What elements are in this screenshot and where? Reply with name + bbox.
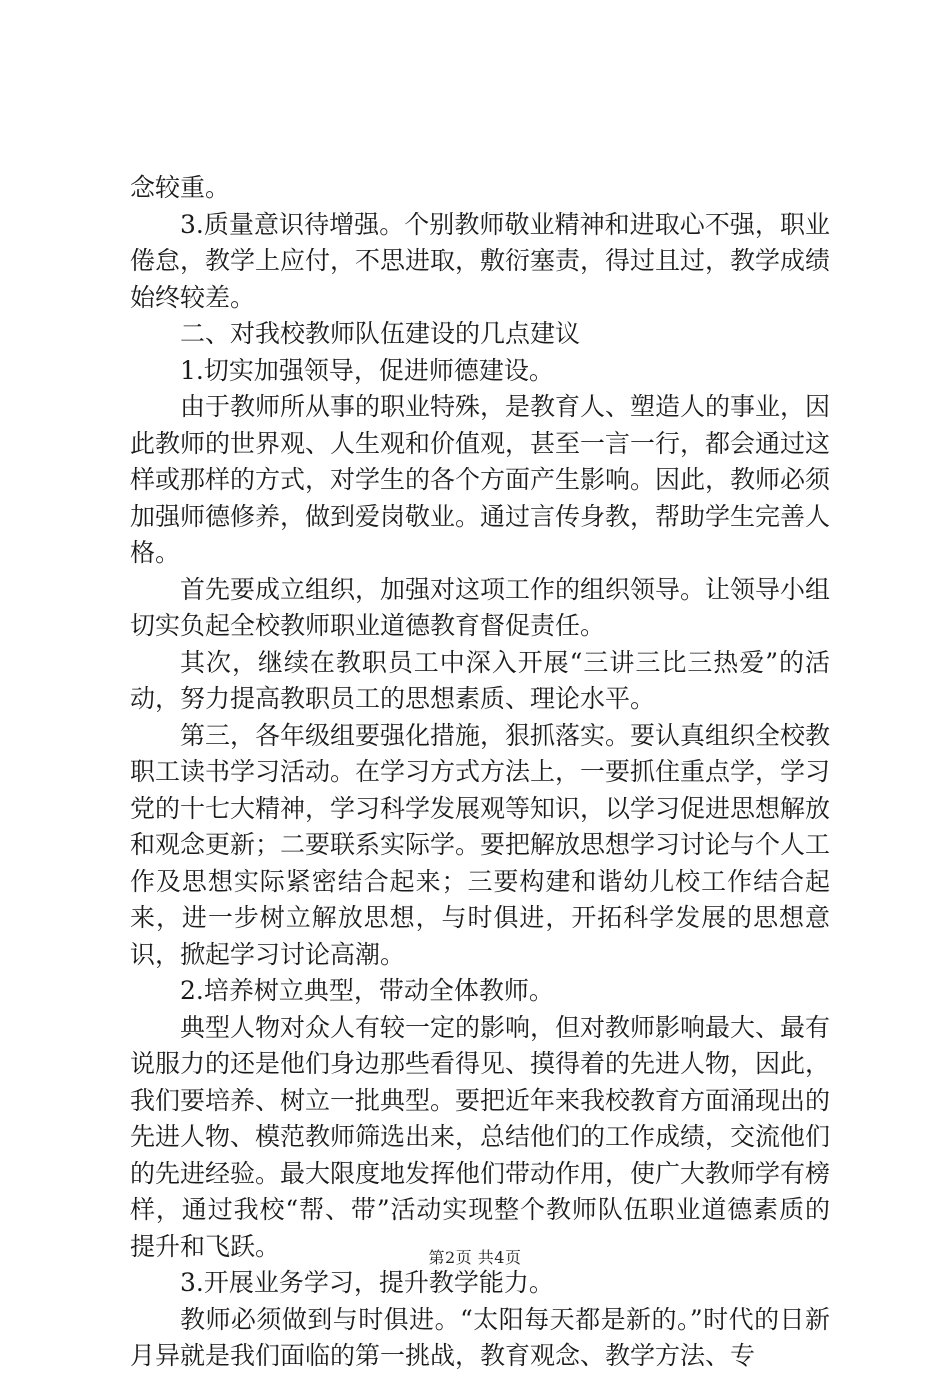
section-heading: 二、对我校教师队伍建设的几点建议 bbox=[180, 319, 581, 348]
subheading-3: 3.开展业务学习，提升教学能力。 bbox=[180, 1268, 554, 1297]
page-number-footer: 第2页 共4页 bbox=[428, 1248, 522, 1267]
paragraph-2: 3.质量意识待增强。个别教师敬业精神和进取心不强，职业倦怠，教学上应付，不思进取，敷衍塞责，得过且过，教学成绩始终较差。 bbox=[130, 209, 831, 312]
paragraph-7: 其次，继续在教职员工中深入开展“三讲三比三热爱”的活动，努力提高教职员工的思想素质、理论水平。 bbox=[130, 647, 830, 713]
paragraph-1: 念较重。 bbox=[130, 173, 231, 202]
subheading-1: 1.切实加强领导，促进师德建设。 bbox=[180, 355, 554, 385]
paragraph-12: 教师必须做到与时俱进。“太阳每天都是新的。”时代的日新月异就是我们面临的第一挑战，教育观念、教学方法、专 bbox=[130, 1304, 830, 1370]
paragraph-5: 由于教师所从事的职业特殊，是教育人、塑造人的事业，因此教师的世界观、人生观和价值观，甚至一言一行，都会通过这样或那样的方式，对学生的各个方面产生影响。因此，教师必须加强师德修养，做到爱岗敬业。通过言传身教，帮助学生完善人格。 bbox=[130, 392, 831, 567]
paragraph-6: 首先要成立组织，加强对这项工作的组织领导。让领导小组切实负起全校教师职业道德教育督促责任。 bbox=[130, 574, 831, 640]
paragraph-10: 典型人物对众人有较一定的影响，但对教师影响最大、最有说服力的还是他们身边那些看得见、摸得着的先进人物，因此，我们要培养、树立一批典型。要把近年来我校教育方面涌现出的先进人物、模范教师筛选出来，总结他们的工作成绩，交流他们的先进经验。最大限度地发挥他们带动作用，使广大教师学有榜样，通过我校“帮、带”活动实现整个教师队伍职业道德素质的提升和飞跃。 bbox=[130, 1012, 831, 1261]
subheading-2: 2.培养树立典型，带动全体教师。 bbox=[180, 976, 554, 1005]
document-body bbox=[130, 170, 830, 1375]
paragraph-8: 第三，各年级组要强化措施，狠抓落实。要认真组织全校教职工读书学习活动。在学习方式方法上，一要抓住重点学，学习党的十七大精神，学习科学发展观等知识，以学习促进思想解放和观念更新；二要联系实际学。要把解放思想学习讨论与个人工作及思想实际紧密结合起来；三要构建和谐幼儿校工作结合起来，进一步树立解放思想，与时俱进，开拓科学发展的思想意识，掀起学习讨论高潮。 bbox=[130, 720, 831, 969]
